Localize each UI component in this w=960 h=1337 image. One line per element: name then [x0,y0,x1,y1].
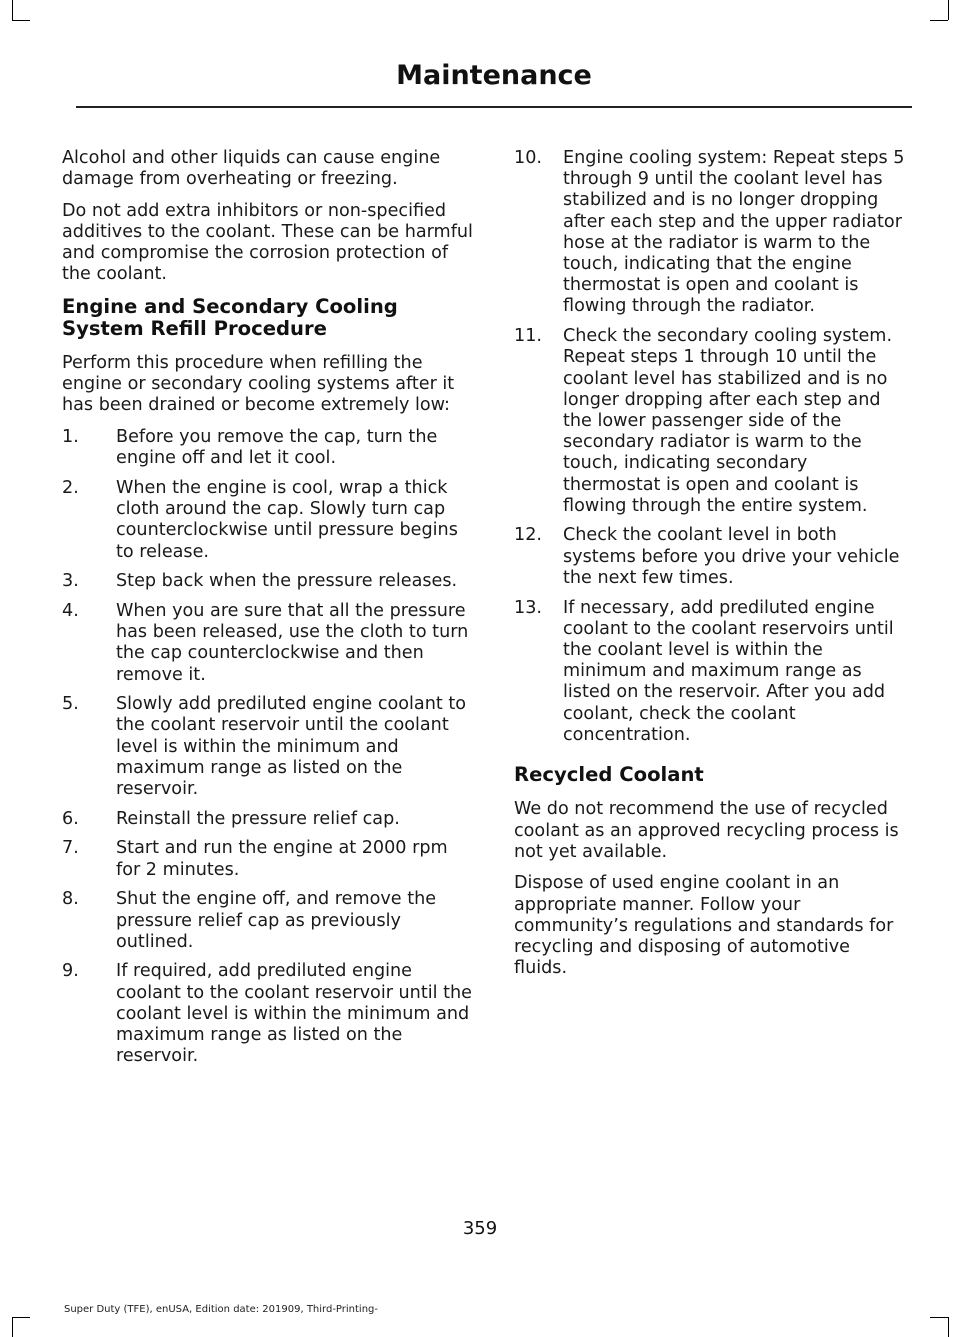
header-divider [76,106,912,108]
step-number: 9. [62,961,79,982]
step-text: Reinstall the pressure relief cap. [116,808,400,829]
procedure-steps-list [62,427,476,1067]
step-number: 4. [62,600,79,621]
step-number: 8. [62,889,79,910]
list-item [62,601,476,686]
step-text: When the engine is cool, wrap a thick cloth around the cap. Slowly turn cap counterclockwise until pressure begins to release. [116,477,458,562]
list-item [62,809,476,830]
step-number: 10. [514,148,542,168]
step-number: 13. [514,597,542,618]
step-text: If required, add prediluted engine coolant to the coolant reservoir until the coolant level is within the minimum and maximum range as listed on the reservoir. [116,961,472,1067]
step-text: Shut the engine off, and remove the pressure relief cap as previously outlined. [116,889,437,952]
step-text: Check the secondary cooling system. Repeat steps 1 through 10 until the coolant level has stabilized and is no longer dropping after each step and the lower passenger side of the secondary radiator is warm to the touch, indicating secondary thermostat is open and coolant is flowing through the entire system. [563,326,893,516]
crop-mark [948,0,949,20]
list-item [62,427,476,469]
step-text: Before you remove the cap, turn the engine off and let it cool. [116,427,438,469]
crop-mark [948,1317,949,1337]
step-text: Slowly add prediluted engine coolant to the coolant reservoir until the coolant level is within the minimum and maximum range as listed on the reservoir. [116,694,467,800]
step-text: When you are sure that all the pressure has been released, use the cloth to turn the cap counterclockwise and then remove it. [116,600,469,685]
list-item [62,478,476,563]
footer-edition-info: Super Duty (TFE), enUSA, Edition date: 201909, Third-Printing- [64,1304,379,1315]
list-item [62,889,476,953]
step-number: 2. [62,477,79,498]
crop-mark [12,20,30,21]
step-number: 1. [62,427,79,447]
step-text: Engine cooling system: Repeat steps 5 through 9 until the coolant level has stabilized and is no longer dropping after each step and the upper radiator hose at the radiator is warm to the touch, indicating that the engine thermostat is open and coolant is flowing through the radiator. [563,148,905,317]
list-item [514,326,908,517]
recycled-coolant-paragraph: We do not recommend the use of recycled coolant as an approved recycling process is not yet available. [514,799,899,862]
left-column [62,148,476,1076]
procedure-lead: Perform this procedure when refilling the engine or secondary cooling systems after it has been drained or become extremely low: [62,353,455,416]
step-number: 7. [62,838,79,859]
step-text: If necessary, add prediluted engine coolant to the coolant reservoirs until the coolant level is within the minimum and maximum range as listed on the reservoir. After you add coolant, check the coolant concentration. [563,597,894,745]
intro-paragraph: Alcohol and other liquids can cause engine damage from overheating or freezing. [62,148,441,190]
crop-mark [930,20,948,21]
step-text: Step back when the pressure releases. [116,571,458,592]
list-item [514,598,908,746]
page-header: Maintenance [396,60,592,91]
disposal-paragraph: Dispose of used engine coolant in an appropriate manner. Follow your community’s regulations and standards for recycling and disposing of automotive fluids. [514,873,894,979]
list-item [62,571,476,592]
right-column [514,148,908,990]
additives-paragraph: Do not add extra inhibitors or non-specified additives to the coolant. These can be harmful and compromise the corrosion protection of the coolant. [62,200,473,285]
page-number: 359 [462,1218,498,1239]
step-number: 11. [514,326,542,347]
crop-mark [12,1317,13,1337]
step-number: 12. [514,525,542,546]
section-heading-refill-procedure: Engine and Secondary Cooling System Refill Procedure [62,295,398,340]
procedure-steps-list-continued [514,148,908,746]
crop-mark [12,1317,30,1318]
section-heading-recycled-coolant: Recycled Coolant [514,762,704,786]
step-number: 3. [62,571,79,592]
step-number: 5. [62,694,79,715]
list-item [62,694,476,800]
step-number: 6. [62,808,79,829]
step-text: Check the coolant level in both systems before you drive your vehicle the next few times. [563,525,900,588]
list-item [62,838,476,880]
step-text: Start and run the engine at 2000 rpm for 2 minutes. [116,838,448,880]
crop-mark [12,0,13,20]
list-item [514,148,908,318]
list-item [514,525,908,589]
crop-mark [930,1317,948,1318]
list-item [62,961,476,1067]
